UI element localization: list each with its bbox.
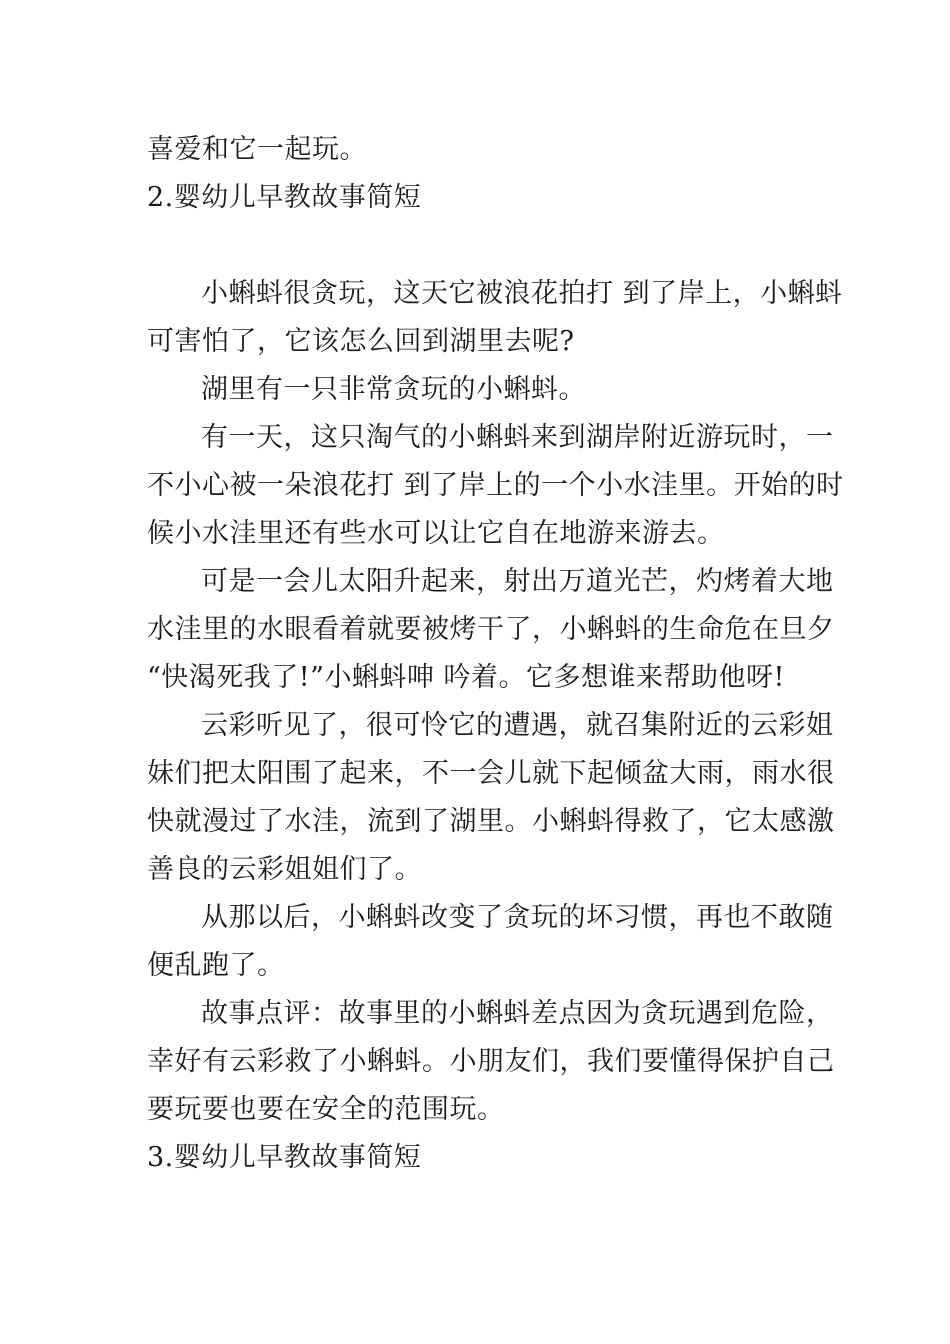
section-heading: 3.婴幼儿早教故事简短 [147,1142,422,1173]
paragraph-line: 小蝌蚪很贪玩，这天它被浪花拍打 到了岸上，小蝌蚪 [201,278,843,309]
paragraph-line: 快就漫过了水洼，流到了湖里。小蝌蚪得救了，它太感激 [147,806,835,837]
paragraph-line: 湖里有一只非常贪玩的小蝌蚪。 [201,374,586,405]
document-body [147,126,844,1182]
paragraph-line: 有一天，这只淘气的小蝌蚪来到湖岸附近游玩时，一 [201,422,834,453]
paragraph-line: 喜爱和它一起玩。 [147,134,367,165]
paragraph-line: 妹们把太阳围了起来，不一会儿就下起倾盆大雨，雨水很 [147,758,835,789]
paragraph-line: 可害怕了，它该怎么回到湖里去呢? [147,326,575,357]
blank-line [147,222,812,270]
paragraph-line: “快渴死我了!”小蝌蚪呻 吟着。它多想谁来帮助他呀! [147,662,785,693]
paragraph-line: 要玩要也要在安全的范围玩。 [147,1094,505,1125]
paragraph-line: 云彩听见了，很可怜它的遭遇，就召集附近的云彩姐 [201,710,834,741]
paragraph-line: 水洼里的水眼看着就要被烤干了，小蝌蚪的生命危在旦夕 [147,614,835,645]
paragraph-line: 候小水洼里还有些水可以让它自在地游来游去。 [147,518,725,549]
paragraph-line: 幸好有云彩救了小蝌蚪。小朋友们，我们要懂得保护自己 [147,1046,835,1077]
paragraph-line: 善良的云彩姐姐们了。 [147,854,422,885]
paragraph-line: 从那以后，小蝌蚪改变了贪玩的坏习惯，再也不敢随 [201,902,834,933]
paragraph-line: 故事点评：故事里的小蝌蚪差点因为贪玩遇到危险， [201,998,834,1029]
paragraph-line: 便乱跑了。 [147,950,285,981]
paragraph-line: 可是一会儿太阳升起来，射出万道光芒，灼烤着大地 [201,566,834,597]
section-heading: 2.婴幼儿早教故事简短 [147,182,422,213]
paragraph-line: 不小心被一朵浪花打 到了岸上的一个小水洼里。开始的时 [147,470,844,501]
